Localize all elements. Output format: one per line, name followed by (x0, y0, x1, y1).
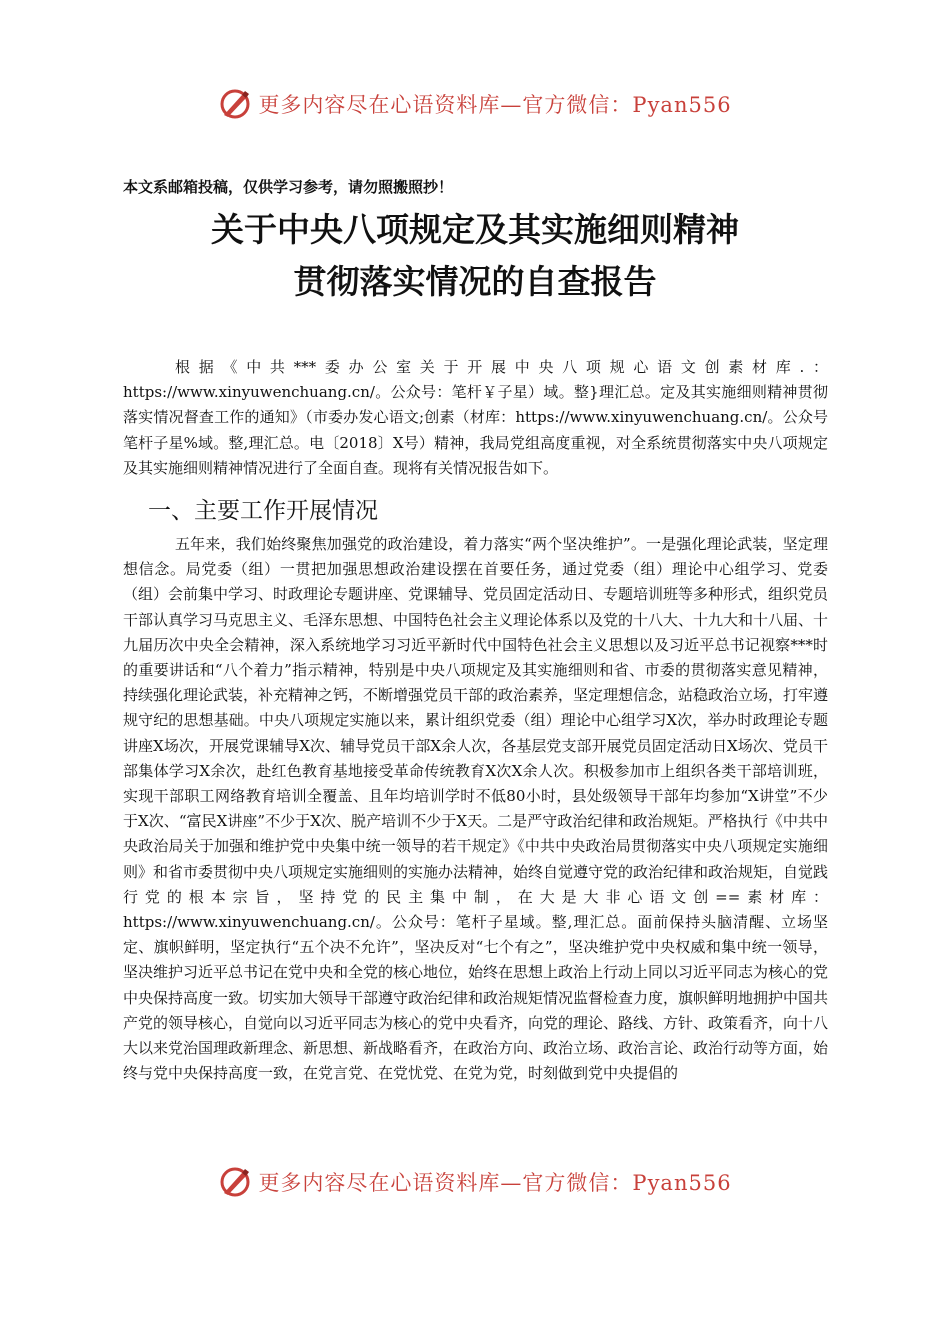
banner-text: 更多内容尽在心语资料库—官方微信：Pyan556 (258, 1171, 732, 1195)
pen-logo-icon (218, 1165, 252, 1199)
header-banner (0, 84, 950, 124)
intro-paragraph: 根据《中共***委办公室关于开展中央八项规心语文创素材库.：https://www.xinyuwenchuang.cn/。公众号：笔杆￥子星）域。整}理汇总。定及其实施细则精神贯彻落实情况督查工作的通知》（市委办发心语文;创素（材库：https://www.xinyuwenchuang.cn/。公众号笔杆子星%域。整,理汇总。电〔2018〕X号）精神，我局党组高度重视，对全系统贯彻落实中央八项规定及其实施细则精神情况进行了全面自查。现将有关情况报告如下。 (123, 358, 828, 477)
footer-banner (0, 1162, 950, 1202)
pen-logo-icon (218, 87, 252, 121)
submission-notice: 本文系邮箱投稿，仅供学习参考，请勿照搬照抄！ (123, 178, 454, 196)
document-title-line2: 贯彻落实情况的自查报告 (293, 262, 657, 301)
section-body-paragraph: 五年来，我们始终聚焦加强党的政治建设，着力落实“两个坚决维护”。一是强化理论武装，坚定理想信念。局党委（组）一贯把加强思想政治建设摆在首要任务，通过党委（组）理论中心组学习、党委（组）会前集中学习、时政理论专题讲座、党课辅导、党员固定活动日、专题培训班等多种形式，组织党员干部认真学习马克思主义、毛泽东思想、中国特色社会主义理论体系以及党的十八大、十九大和十八届、十九届历次中央全会精神，深入系统地学习习近平新时代中国特色社会主义思想以及习近平总书记视察***时的重要讲话和“八个着力”指示精神，特别是中央八项规定及其实施细则和省、市委的贯彻落实意见精神，持续强化理论武装，补充精神之钙，不断增强党员干部的政治素养，坚定理想信念，站稳政治立场，打牢遵规守纪的思想基础。中央八项规定实施以来，累计组织党委（组）理论中心组学习X次，举办时政理论专题讲座X场次，开展党课辅导X次、辅导党员干部X余人次，各基层党支部开展党员固定活动日X场次、党员干部集体学习X余次，赴红色教育基地接受革命传统教育X次X余人次。积极参加市上组织各类干部培训班，实现干部职工网络教育培训全覆盖、且年均培训学时不低80小时，县处级领导干部年均参加“X讲堂”不少于X次、“富民X讲座”不少于X次、脱产培训不少于X天。二是严守政治纪律和政治规矩。严格执行《中共中央政治局关于加强和维护党中央集中统一领导的若干规定》《中共中央政治局贯彻落实中央八项规定实施细则》和省市委贯彻中央八项规定实施细则的实施办法精神，始终自觉遵守党的政治纪律和政治规矩，自觉践行党的根本宗旨，坚持党的民主集中制，在大是大非心语文创==素材库：https://www.xinyuwenchuang.cn/。公众号：笔杆子星域。整,理汇总。面前保持头脑清醒、立场坚定、旗帜鲜明，坚定执行“五个决不允许”，坚决反对“七个有之”，坚决维护党中央权威和集中统一领导，坚决维护习近平总书记在党中央和全党的核心地位，始终在思想上政治上行动上同以习近平同志为核心的党中央保持高度一致。切实加大领导干部遵守政治纪律和政治规矩情况监督检查力度，旗帜鲜明地拥护中国共产党的领导核心，自觉向以习近平同志为核心的党中央看齐，向党的理论、路线、方针、政策看齐，向十八大以来党治国理政新理念、新思想、新战略看齐，在政治方向、政治立场、政治言论、政治行动等方面，始终与党中央保持高度一致，在党言党、在党忧党、在党为党，时刻做到党中央提倡的 (123, 535, 829, 1083)
banner-text: 更多内容尽在心语资料库—官方微信：Pyan556 (258, 93, 732, 117)
document-title-line1: 关于中央八项规定及其实施细则精神 (211, 210, 739, 249)
section-heading: 一、主要工作开展情况 (148, 498, 378, 524)
